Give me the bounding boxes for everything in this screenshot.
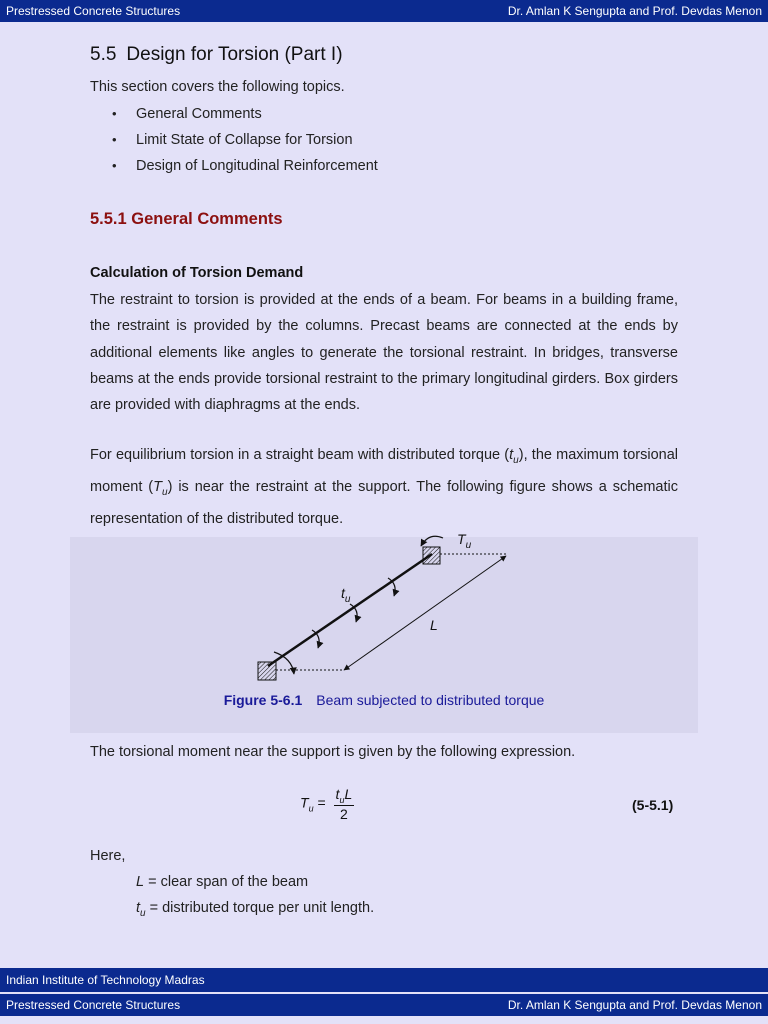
list-item: • General Comments xyxy=(90,103,378,129)
support-right xyxy=(423,547,440,564)
expression-intro: The torsional moment near the support is given by the following expression. xyxy=(90,744,576,760)
def-symbol-sub: u xyxy=(140,907,146,919)
calc-heading: Calculation of Torsion Demand xyxy=(90,265,304,281)
eq-numerator xyxy=(334,786,355,806)
bottom-strip xyxy=(0,1016,768,1024)
para2-symbol-T: T xyxy=(153,479,162,496)
label-Tu: $T_u$ xyxy=(457,531,472,551)
section-number: 5.5 xyxy=(90,44,117,65)
section-title xyxy=(90,44,343,66)
eq-equals: = xyxy=(317,794,326,811)
label-tu: $t_u$ xyxy=(341,585,351,605)
section-title-text: Design for Torsion (Part I) xyxy=(126,44,343,65)
paragraph-equilibrium xyxy=(90,442,678,533)
def-text: = clear span of the beam xyxy=(148,874,309,890)
beam-torque-figure xyxy=(240,526,530,696)
eq-denominator: 2 xyxy=(340,805,348,822)
figure-caption xyxy=(0,692,768,708)
para2-symbol-t-sub: u xyxy=(513,454,519,466)
header-authors: Dr. Amlan K Sengupta and Prof. Devdas Menon xyxy=(507,4,762,18)
para2-symbol-t: t xyxy=(509,447,514,463)
topic-list xyxy=(90,103,378,181)
para2-text-c: ) is near the restraint at the support. The following figure shows a schematic representation of the distributed torque. xyxy=(90,479,678,528)
def-symbol: t xyxy=(136,900,141,916)
def-symbol: L xyxy=(136,874,145,890)
paragraph-restraint: The restraint to torsion is provided at the ends of a beam. For beams in a building frame, the restraint is provided by the columns. Precast beams are connected at the ends by additional elements like angles to generate the torsional restraint. In bridges, transverse beams at the ends provide torsional restraint to the primary longitudinal girders. Box girders are provided with diaphragms at the ends. xyxy=(90,292,678,414)
here-text: Here, xyxy=(90,848,126,864)
def-text: = distributed torque per unit length. xyxy=(149,900,375,916)
para2-text-b: ), the maximum torsional moment ( xyxy=(90,447,678,496)
figure-caption-text: Beam subjected to distributed torque xyxy=(316,692,545,708)
footer-course-title: Prestressed Concrete Structures xyxy=(6,998,181,1012)
list-item: • Limit State of Collapse for Torsion xyxy=(90,129,378,155)
footer-authors: Dr. Amlan K Sengupta and Prof. Devdas Menon xyxy=(507,998,762,1012)
span-dimension xyxy=(344,556,506,670)
eq-fraction xyxy=(334,786,355,822)
intro-text: This section covers the following topics. xyxy=(90,79,345,95)
eq-num-sub: u xyxy=(339,794,345,805)
support-left xyxy=(258,662,276,680)
equation-number: (5-5.1) xyxy=(632,797,674,813)
definition-tu xyxy=(136,900,374,919)
para2-text-a: For equilibrium torsion in a straight beam with distributed torque ( xyxy=(90,447,510,463)
header-course-title: Prestressed Concrete Structures xyxy=(6,4,181,18)
footer-institute-name: Indian Institute of Technology Madras xyxy=(6,973,205,987)
para2-symbol-T-sub: u xyxy=(162,487,168,499)
page-footer xyxy=(0,994,768,1016)
definition-L xyxy=(136,874,308,890)
equation xyxy=(300,786,354,822)
page-header xyxy=(0,0,768,22)
figure-number: Figure 5-6.1 xyxy=(223,692,303,708)
beam-line xyxy=(268,554,432,666)
list-item: • Design of Longitudinal Reinforcement xyxy=(90,155,378,181)
subsection-heading: 5.5.1 General Comments xyxy=(90,210,283,228)
footer-institute xyxy=(0,968,768,992)
eq-lhs-sub: u xyxy=(308,803,314,814)
label-L: L xyxy=(430,617,438,633)
eq-num-L: L xyxy=(344,786,353,802)
eq-lhs: T xyxy=(300,794,309,811)
eq-num-t: t xyxy=(335,786,340,802)
